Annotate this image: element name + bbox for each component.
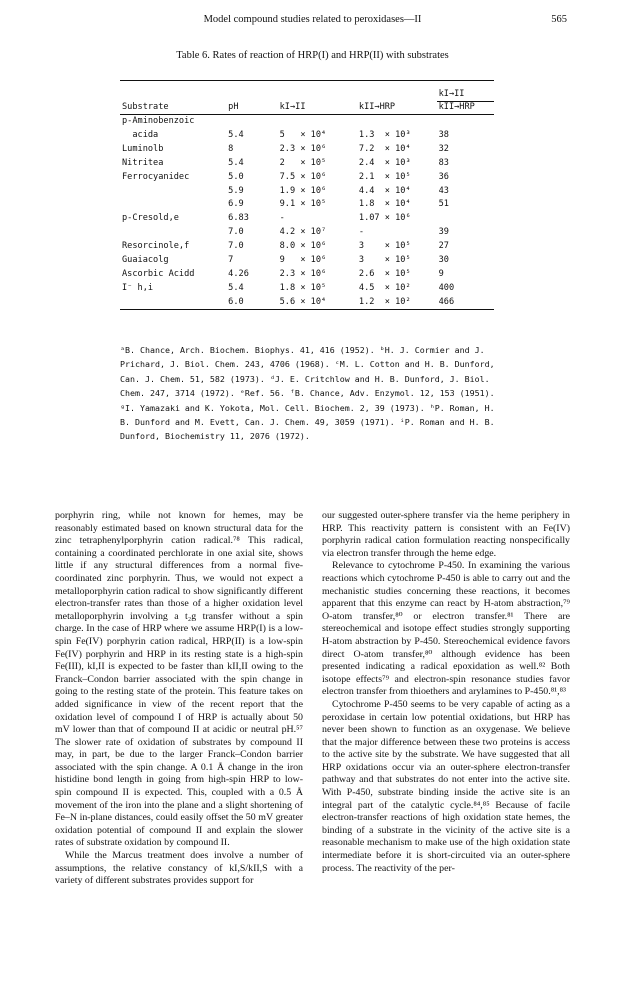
col-header-k1: kI→II (278, 102, 357, 115)
cell-ratio: 30 (438, 254, 449, 265)
cell-ratio: 32 (438, 143, 449, 154)
cell-ratio: 83 (438, 157, 449, 168)
cell-substrate: Luminolb (122, 143, 164, 154)
cell-k2: 3 × 10⁵ (358, 254, 411, 265)
cell-ph: 8 (228, 143, 234, 154)
table-row (120, 129, 494, 143)
cell-k2: 1.8 × 10⁴ (358, 199, 411, 210)
cell-k1: 4.2 × 10⁷ (279, 227, 327, 238)
rates-table (120, 80, 494, 310)
cell-k1: - (279, 213, 285, 224)
cell-ph: 5.4 (228, 282, 244, 293)
cell-ratio: 39 (438, 227, 449, 238)
cell-ph: 6.0 (226, 295, 277, 309)
cell-k1: 9 × 10⁶ (279, 254, 327, 265)
cell-ratio (437, 212, 494, 226)
cell-ratio (437, 115, 494, 129)
cell-k1: 9.1 × 10⁵ (279, 199, 327, 210)
cell-k2: 4.4 × 10⁴ (358, 185, 411, 196)
ratio-header-top: kI→II (437, 81, 494, 102)
cell-k2: 2.4 × 10³ (358, 157, 411, 168)
cell-ratio: 466 (437, 295, 494, 309)
cell-ratio: 43 (438, 185, 449, 196)
cell-k2 (357, 115, 437, 129)
left-column (55, 510, 303, 888)
table-row (120, 171, 494, 185)
table-row (120, 295, 494, 309)
running-header (0, 14, 625, 30)
cell-ph (226, 115, 277, 129)
table-row (120, 198, 494, 212)
cell-substrate: acida (122, 130, 159, 141)
cell-k1: 7.5 × 10⁶ (279, 171, 327, 182)
table-row (120, 268, 494, 282)
cell-k1: 5.6 × 10⁴ (278, 295, 357, 309)
cell-substrate: Nitritea (122, 157, 164, 168)
cell-k1: 1.9 × 10⁶ (279, 185, 327, 196)
table-header-row (120, 102, 494, 115)
cell-ph: 5.0 (228, 171, 244, 182)
cell-ph: 6.83 (228, 213, 249, 224)
cell-k1: 2.3 × 10⁶ (279, 143, 327, 154)
cell-ph: 7.0 (228, 227, 244, 238)
cell-substrate (120, 226, 226, 240)
table-row (120, 226, 494, 240)
paragraph: porphyrin ring, while not known for hemes, may be reasonably estimated based on known structural data for the zinc tetraphenylporphyrin cation radical.⁷⁸ This radical, containing a coordinated perchlorate in one axial site, shows little if any structural differences from a normal five-coordinated zinc porphyrin. Thus, we would not expect a metalloporphyrin cation radical to show significantly different electron-transfer rates than those of a higher oxidation level metalloporphyrin involving a t₂g transfer without a spin charge. In the case of HRP where we assume HRP(I) is a low-spin Fe(IV) porphyrin cation radical, HRP(II) is a low-spin Fe(IV) porphyrin and HRP in its resting state is a high-spin Fe(III), kI,II is expected to be faster than kII,II owing to the Franck–Condon barrier associated with the spin change in going to the resting state of the protein. This feature takes on added significance in view of the recent report that the oxidation level of compound I of HRP is actually about 50 mV lower than that of compound II at acidic or neutral pH.⁵⁷ The slower rate of oxidation of substrates by compound II may, in part, be due to the larger Franck–Condon barrier associated with the spin change. A 0.1 Å change in the iron histidine bond length in going from high-spin HRP to low-spin compound II is expected. This, coupled with a 0.5 Å movement of the iron into the plane and a slight shortening of Fe–N in-plane distances, could easily offset the 50 mV greater oxidation potential of compound II and explain the slower rates of substrate oxidation by compound II. (55, 510, 303, 849)
cell-k2: 1.3 × 10³ (358, 130, 411, 141)
paragraph: While the Marcus treatment does involve a number of assumptions, the relative constancy of kI,S/kII,S with a variety of different substrates provides support for (55, 850, 303, 887)
table-footnotes (120, 343, 505, 444)
cell-k1 (278, 115, 357, 129)
paragraph: our suggested outer-sphere transfer via the heme periphery in HRP. This reactivity pattern is consistent with an Fe(IV) porphyrin radical cation formulation reacting nonspecifically via electron transfer through the heme edge. (322, 510, 570, 559)
cell-k2: 4.5 × 10² (358, 282, 411, 293)
footnotes-text: ᵃB. Chance, Arch. Biochem. Biophys. 41, 416 (1952). ᵇH. J. Cormier and J. Prichard, J. Biol. Chem. 243, 4706 (1968). ᶜM. L. Cotton and H. B. Dunford, Can. J. Chem. 51, 582 (1973). ᵈJ. E. Critchlow and H. B. Dunford, J. Biol. Chem. 247, 3714 (1972). ᵉRef. 56. ᶠB. Chance, Adv. Enzymol. 12, 153 (1951). ᵍI. Yamazaki and K. Yokota, Mol. Cell. Biochem. 2, 39 (1973). ʰP. Roman, H. B. Dunford and M. Evett, Can. J. Chem. 49, 3059 (1971). ⁱP. Roman and H. B. Dunford, Biochemistry 11, 2076 (1972). (120, 345, 500, 442)
cell-k1: 8.0 × 10⁶ (279, 241, 327, 252)
cell-substrate (120, 184, 226, 198)
cell-ratio: 400 (438, 282, 455, 293)
table-row (120, 240, 494, 254)
col-header-ph: pH (226, 102, 277, 115)
col-header-substrate: Substrate (120, 102, 226, 115)
table-row (120, 143, 494, 157)
cell-k2: 7.2 × 10⁴ (358, 143, 411, 154)
table-header-row-top (120, 81, 494, 102)
cell-substrate: p-Cresold,e (122, 213, 179, 224)
cell-substrate: Ascorbic Acidd (122, 268, 195, 279)
cell-substrate: Guaiacolg (122, 254, 169, 265)
cell-substrate (120, 198, 226, 212)
cell-ratio: 51 (438, 199, 449, 210)
table-row (120, 254, 494, 268)
cell-substrate: Resorcinole,f (122, 241, 190, 252)
cell-k1: 2.3 × 10⁶ (279, 268, 327, 279)
cell-ratio: 9 (438, 268, 444, 279)
cell-k1: 2 × 10⁵ (279, 157, 327, 168)
table-row (120, 184, 494, 198)
cell-substrate (120, 295, 226, 309)
right-column (322, 510, 570, 875)
cell-ph: 5.4 (228, 130, 244, 141)
page-number: 565 (551, 14, 567, 25)
cell-k2: 2.6 × 10⁵ (358, 268, 411, 279)
cell-ph: 5.9 (228, 185, 244, 196)
col-header-k2: kII→HRP (357, 102, 437, 115)
cell-substrate: Ferrocyanidec (122, 171, 190, 182)
table-row (120, 157, 494, 171)
cell-ratio: 36 (438, 171, 449, 182)
cell-ph: 5.4 (228, 157, 244, 168)
table-caption: Table 6. Rates of reaction of HRP(I) and HRP(II) with substrates (176, 50, 449, 61)
cell-ph: 6.9 (228, 199, 244, 210)
table-row (120, 212, 494, 226)
paragraph: Relevance to cytochrome P-450. In examining the various reactions which cytochrome P-450 is able to carry out and the mechanistic studies concerning these reactions, it becomes apparent that this enzyme can react by H-atom abstraction,⁷⁹ O-atom transfer,⁸⁰ or electron transfer.⁸¹ There are stereochemical and isotope effect studies strongly supporting H-atom abstraction by P-450. Stereochemical evidence favors direct O-atom transfer,⁸⁰ although evidence has been presented indicating a radical epoxidation as well.⁸² Both isotope effects⁷⁹ and electron-spin resonance studies favor electron transfer from thioethers and arylamines to P-450.⁸¹,⁸³ (322, 560, 570, 698)
running-title: Model compound studies related to peroxidases—II (203, 14, 422, 25)
ratio-header-bottom: kII→HRP (437, 102, 494, 115)
cell-substrate: I⁻ h,i (122, 282, 154, 293)
cell-k2: - (358, 227, 365, 238)
cell-ph: 4.26 (228, 268, 249, 279)
cell-ph: 7.0 (228, 241, 244, 252)
cell-ratio: 38 (438, 130, 449, 141)
cell-k2: 1.07 × 10⁶ (358, 213, 411, 224)
cell-substrate: p-Aminobenzoic (122, 116, 195, 127)
cell-k2: 1.2 × 10² (357, 295, 437, 309)
cell-ratio: 27 (438, 241, 449, 252)
cell-ph: 7 (228, 254, 234, 265)
table-row (120, 282, 494, 296)
cell-k2: 2.1 × 10⁵ (358, 171, 411, 182)
cell-k2: 3 × 10⁵ (358, 241, 411, 252)
cell-k1: 1.8 × 10⁵ (279, 282, 327, 293)
table-row (120, 115, 494, 129)
cell-k1: 5 × 10⁴ (279, 130, 327, 141)
paragraph: Cytochrome P-450 seems to be very capable of acting as a peroxidase in certain low potential oxidations, but HRP has never been shown to function as an oxygenase. We believe that the major difference between these two proteins is access to the active site by the substrate. We have suggested that all HRP oxidations occur via an outer-sphere electron-transfer pathway and that substrates do not enter into the active site. With P-450, substrate binding inside the active site is an integral part of the catalytic cycle.⁸⁴,⁸⁵ Because of facile electron-transfer reactions of high oxidation state hemes, the binding of a substrate in the vicinity of the active site is a reasonable mechanism to make use of the high oxidation state intermediate before it is short-circuited via an outer-sphere process. The reactivity of the per- (322, 698, 570, 874)
